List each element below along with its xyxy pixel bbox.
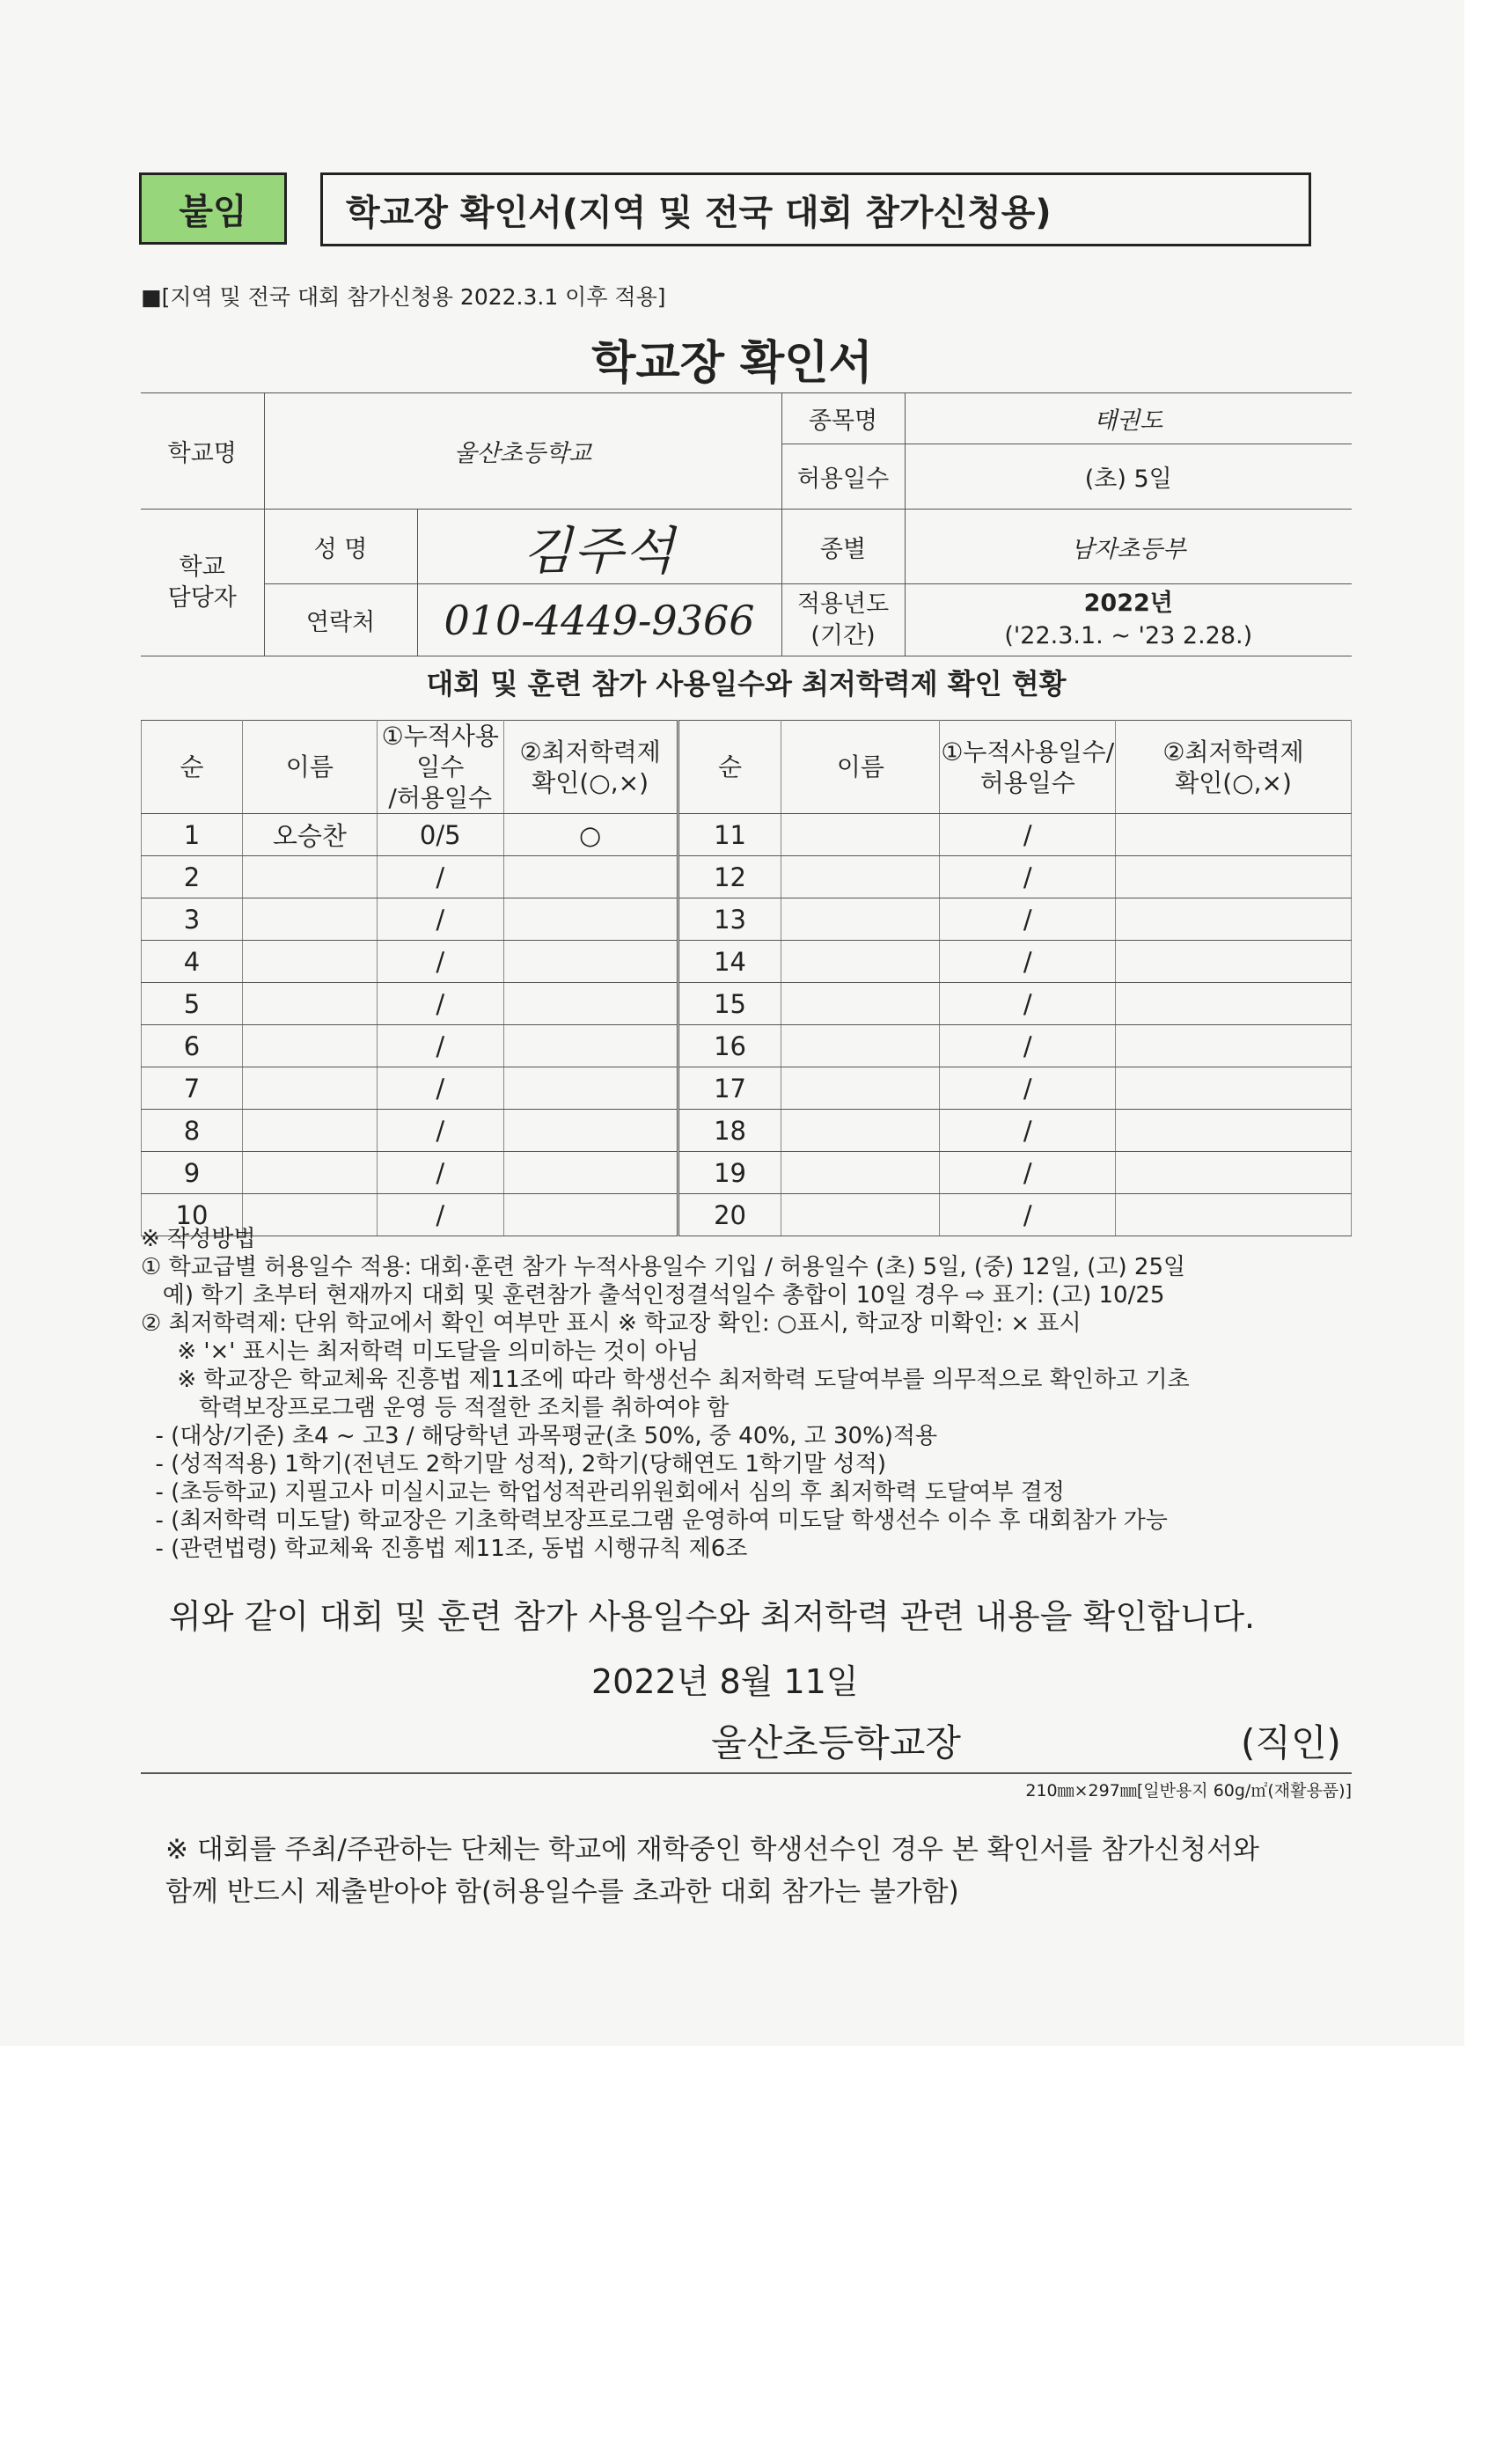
row-name-2 <box>781 941 940 983</box>
school-name-label: 학교명 <box>141 393 264 510</box>
row-academic-2 <box>1116 856 1352 898</box>
scan-edge <box>1464 0 1496 2464</box>
row-days: / <box>377 1152 503 1194</box>
signing-date: 2022년 8월 11일 <box>591 1662 859 1701</box>
header-no-2: 순 <box>678 721 781 814</box>
submission-note <box>165 1829 1259 1913</box>
submission-note-line-2: 함께 반드시 제출받아야 함(허용일수를 초과한 대회 참가는 불가함) <box>165 1876 959 1908</box>
instruction-line: - (대상/기준) 초4 ~ 고3 / 해당학년 과목평균(초 50%, 중 40%, 고 30%)적용 <box>141 1423 938 1449</box>
row-days-2: / <box>940 1194 1116 1236</box>
instruction-line: ① 학교급별 허용일수 적용: 대회·훈련 참가 누적사용일수 기입 / 허용일수 (초) 5일, (중) 12일, (고) 25일 <box>141 1254 1186 1280</box>
row-no-2: 16 <box>678 1025 781 1067</box>
manager-name-label: 성 명 <box>264 510 417 584</box>
school-name-value: 울산초등학교 <box>264 393 781 510</box>
instruction-line: ※ 작성방법 <box>141 1226 256 1252</box>
instruction-line: ※ 학교장은 학교체육 진흥법 제11조에 따라 학생선수 최저학력 도달여부를 의무적으로 확인하고 기초 <box>141 1367 1190 1393</box>
row-name <box>242 1067 377 1110</box>
row-name <box>242 1025 377 1067</box>
row-academic-2 <box>1116 983 1352 1025</box>
row-days: / <box>377 1025 503 1067</box>
row-academic <box>503 1025 678 1067</box>
instruction-line: 예) 학기 초부터 현재까지 대회 및 훈련참가 출석인정결석일수 총합이 10일 경우 ⇨ 표기: (고) 10/25 <box>141 1282 1165 1309</box>
row-name-2 <box>781 1025 940 1067</box>
row-days: / <box>377 941 503 983</box>
row-no-2: 20 <box>678 1194 781 1236</box>
row-academic-2 <box>1116 1110 1352 1152</box>
row-no: 10 <box>142 1194 243 1236</box>
row-academic: ○ <box>503 814 678 856</box>
row-name-2 <box>781 814 940 856</box>
row-days-2: / <box>940 1025 1116 1067</box>
instruction-line: - (최저학력 미도달) 학교장은 기초학력보장프로그램 운영하여 미도달 학생선수 이수 후 대회참가 가능 <box>141 1507 1168 1534</box>
row-name-2 <box>781 856 940 898</box>
header-days-2: ①누적사용일수/ 허용일수 <box>940 721 1116 814</box>
row-name-2 <box>781 1152 940 1194</box>
row-no: 4 <box>142 941 243 983</box>
year-value: 2022년 <box>1083 590 1173 618</box>
table-row <box>142 814 1352 856</box>
contact-label: 연락처 <box>264 584 417 656</box>
row-no: 5 <box>142 983 243 1025</box>
row-days-2: / <box>940 898 1116 941</box>
row-academic <box>503 898 678 941</box>
row-no: 2 <box>142 856 243 898</box>
row-no-2: 19 <box>678 1152 781 1194</box>
row-academic-2 <box>1116 898 1352 941</box>
row-no-2: 14 <box>678 941 781 983</box>
participation-table <box>141 720 1352 1236</box>
row-no: 8 <box>142 1110 243 1152</box>
allowed-days-label: 허용일수 <box>781 444 905 510</box>
event-value: 태권도 <box>905 393 1352 444</box>
division-label: 종별 <box>781 510 905 584</box>
row-academic-2 <box>1116 1025 1352 1067</box>
row-name <box>242 898 377 941</box>
instruction-line: - (초등학교) 지필고사 미실시교는 학업성적관리위원회에서 심의 후 최저학력 도달여부 결정 <box>141 1479 1065 1506</box>
row-academic <box>503 1110 678 1152</box>
paper-spec: 210㎜×297㎜[일반용지 60g/㎡(재활용품)] <box>1025 1781 1352 1800</box>
attachment-badge: 붙임 <box>139 172 287 245</box>
row-name <box>242 1152 377 1194</box>
row-no: 1 <box>142 814 243 856</box>
row-days: 0/5 <box>377 814 503 856</box>
principal-signature: 울산초등학교장 <box>711 1721 962 1764</box>
row-no-2: 12 <box>678 856 781 898</box>
submission-note-line-1: ※ 대회를 주최/주관하는 단체는 학교에 재학중인 학생선수인 경우 본 확인서를 참가신청서와 <box>165 1834 1259 1866</box>
row-no-2: 15 <box>678 983 781 1025</box>
row-days: / <box>377 856 503 898</box>
row-name <box>242 856 377 898</box>
instruction-line: - (성적적용) 1학기(전년도 2학기말 성적), 2학기(당해연도 1학기말 성적) <box>141 1451 886 1478</box>
division-value: 남자초등부 <box>905 510 1352 584</box>
manager-label: 학교 담당자 <box>141 510 264 656</box>
row-academic-2 <box>1116 1152 1352 1194</box>
section-title: 대회 및 훈련 참가 사용일수와 최저학력제 확인 현황 <box>426 667 1067 700</box>
table-row <box>142 856 1352 898</box>
row-days-2: / <box>940 983 1116 1025</box>
row-academic-2 <box>1116 814 1352 856</box>
table-row <box>142 898 1352 941</box>
row-days-2: / <box>940 1152 1116 1194</box>
table-row <box>142 1110 1352 1152</box>
table-row <box>142 1067 1352 1110</box>
header-academic: ②최저학력제 확인(○,×) <box>503 721 678 814</box>
year-cell <box>905 584 1352 656</box>
contact-value: 010-4449-9366 <box>417 584 781 656</box>
row-no-2: 13 <box>678 898 781 941</box>
form-title-box: 학교장 확인서(지역 및 전국 대회 참가신청용) <box>320 172 1311 246</box>
row-days: / <box>377 983 503 1025</box>
row-name-2 <box>781 898 940 941</box>
row-name-2 <box>781 1067 940 1110</box>
row-days: / <box>377 1067 503 1110</box>
row-days-2: / <box>940 941 1116 983</box>
instruction-line: - (관련법령) 학교체육 진흥법 제11조, 동법 시행규칙 제6조 <box>141 1536 748 1562</box>
applicability-note: ■[지역 및 전국 대회 참가신청용 2022.3.1 이후 적용] <box>141 284 666 310</box>
row-name: 오승찬 <box>242 814 377 856</box>
year-label: 적용년도 (기간) <box>781 584 905 656</box>
row-name <box>242 941 377 983</box>
row-academic <box>503 1152 678 1194</box>
header-academic-2: ②최저학력제 확인(○,×) <box>1116 721 1352 814</box>
table-row <box>142 941 1352 983</box>
divider <box>141 1772 1352 1774</box>
header-name-2: 이름 <box>781 721 940 814</box>
row-academic-2 <box>1116 1067 1352 1110</box>
manager-name-value: 김주석 <box>417 510 781 584</box>
table-row <box>142 983 1352 1025</box>
header-name: 이름 <box>242 721 377 814</box>
row-no-2: 11 <box>678 814 781 856</box>
row-no: 7 <box>142 1067 243 1110</box>
header-days: ①누적사용일수 /허용일수 <box>377 721 503 814</box>
row-academic <box>503 983 678 1025</box>
row-no: 9 <box>142 1152 243 1194</box>
row-academic-2 <box>1116 941 1352 983</box>
table-row <box>142 1025 1352 1067</box>
row-days-2: / <box>940 814 1116 856</box>
table-row <box>142 1152 1352 1194</box>
row-no: 6 <box>142 1025 243 1067</box>
period-value: ('22.3.1. ~ '23 2.28.) <box>1004 621 1253 649</box>
official-seal: (직인) <box>1241 1721 1341 1764</box>
row-days: / <box>377 1194 503 1236</box>
confirmation-statement: 위와 같이 대회 및 훈련 참가 사용일수와 최저학력 관련 내용을 확인합니다. <box>169 1597 1256 1636</box>
allowed-days-value: (초) 5일 <box>905 444 1352 510</box>
row-days-2: / <box>940 1110 1116 1152</box>
instruction-line: ② 최저학력제: 단위 학교에서 확인 여부만 표시 ※ 학교장 확인: ○표시, 학교장 미확인: × 표시 <box>141 1310 1082 1337</box>
row-name-2 <box>781 983 940 1025</box>
row-no: 3 <box>142 898 243 941</box>
row-days-2: / <box>940 856 1116 898</box>
row-name-2 <box>781 1110 940 1152</box>
row-days: / <box>377 1110 503 1152</box>
event-label: 종목명 <box>781 393 905 444</box>
row-days: / <box>377 898 503 941</box>
row-academic <box>503 856 678 898</box>
writing-instructions <box>141 1225 1373 1563</box>
header-no: 순 <box>142 721 243 814</box>
row-academic <box>503 1067 678 1110</box>
instruction-line: ※ '×' 표시는 최저학력 미도달을 의미하는 것이 아님 <box>141 1338 700 1365</box>
row-name <box>242 1110 377 1152</box>
row-no-2: 18 <box>678 1110 781 1152</box>
row-academic <box>503 941 678 983</box>
row-no-2: 17 <box>678 1067 781 1110</box>
row-name <box>242 983 377 1025</box>
info-table <box>141 392 1352 656</box>
instruction-line: 학력보장프로그램 운영 등 적절한 조치를 취하여야 함 <box>141 1395 730 1421</box>
document-title: 학교장 확인서 <box>591 337 873 390</box>
row-days-2: / <box>940 1067 1116 1110</box>
